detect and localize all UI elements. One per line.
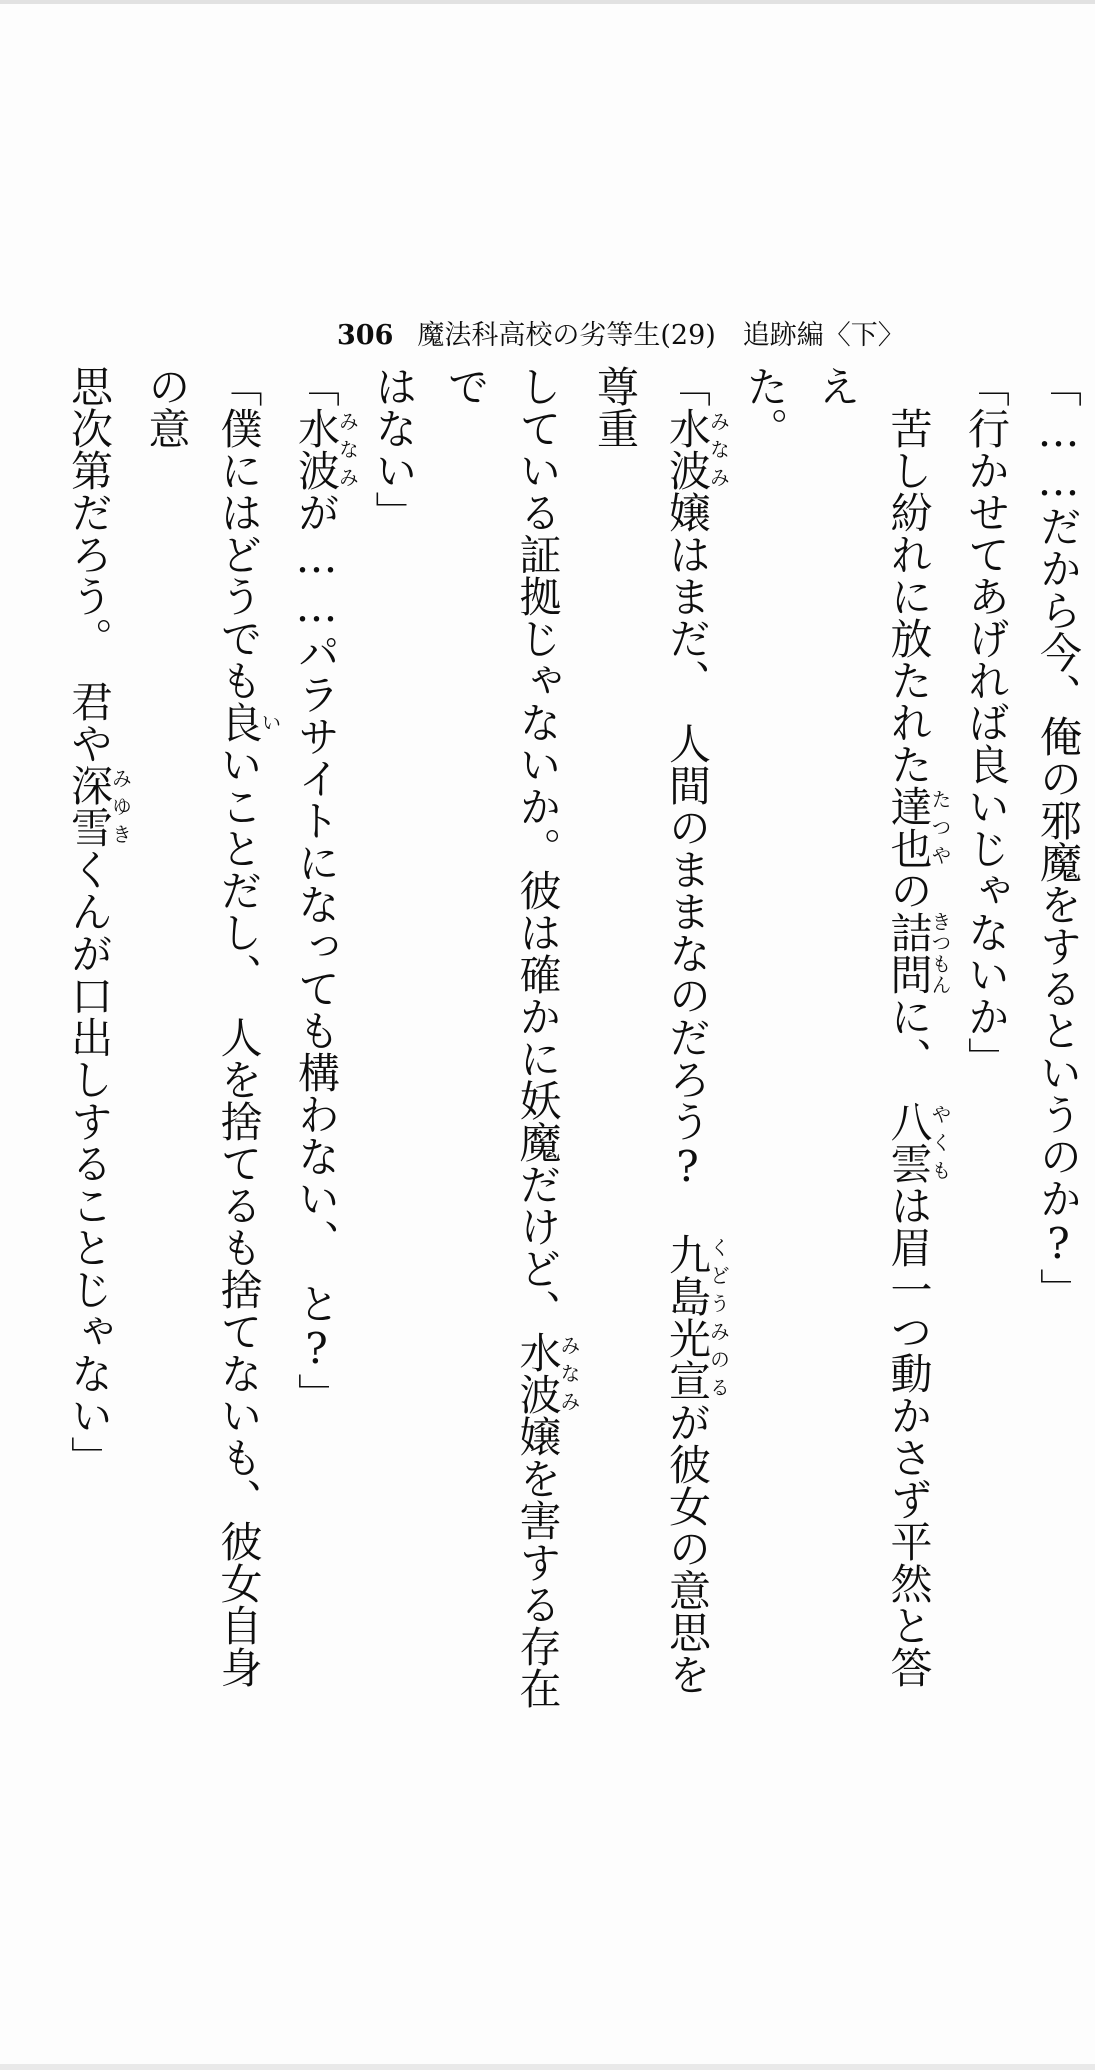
furigana: きつもん: [928, 911, 952, 995]
ruby-annotated-word: 達也たつや: [884, 785, 952, 869]
bottom-edge-bar: [0, 2064, 1095, 2070]
text-column: 「水波みなみが……パラサイトになっても構わない、 と?」: [292, 365, 360, 1415]
text-block: [0, 365, 1094, 1710]
furigana: みなみ: [557, 1331, 581, 1415]
ruby-annotated-word: 詰問きつもん: [884, 911, 952, 995]
furigana: みゆき: [108, 764, 133, 848]
blank-line: [0, 365, 53, 1710]
text-column: 苦し紛れに放たれた達也たつやの詰問きつもんに、 八雲やくもは眉一つ動かさず平然と答え: [812, 365, 952, 1688]
furigana: みなみ: [706, 407, 731, 491]
furigana: やくも: [928, 1100, 952, 1184]
text-column: 「行かせてあげれば良いじゃないか」: [962, 365, 1011, 1079]
ruby-annotated-word: 水波みなみ: [663, 407, 731, 491]
furigana: たつや: [928, 785, 952, 869]
text-column: している証拠じゃないか。彼は確かに妖魔だけど、水波みなみ嬢を害する存在で: [441, 365, 581, 1709]
top-edge-bar: [0, 0, 1095, 4]
text-column: 「……だから今、俺の邪魔をするというのか?」: [1034, 365, 1083, 1310]
ruby-annotated-word: 水波みなみ: [513, 1331, 581, 1415]
text-column: 「水波みなみ嬢はまだ、 人間のままなのだろう? 九島光宣くどうみのるが彼女の意思を尊重: [591, 365, 731, 1695]
text-column: た。: [740, 365, 790, 449]
text-column: 「僕にはどうでも良いいことだし、 人を捨てるも捨てないも、彼女自身の意: [142, 365, 282, 1688]
furigana: みなみ: [335, 407, 360, 491]
book-title: 魔法科高校の劣等生(29) 追跡編〈下〉: [417, 320, 905, 351]
ruby-annotated-word: 良い: [214, 701, 282, 743]
furigana: くどうみのる: [706, 1233, 731, 1401]
ruby-annotated-word: 深雪みゆき: [65, 764, 133, 848]
ruby-annotated-word: 水波みなみ: [292, 407, 360, 491]
text-column: はない」: [369, 365, 419, 533]
text-column: 思次第だろう。 君や深雪みゆきくんが口出しすることじゃない」: [65, 365, 133, 1478]
page-number: 306: [337, 320, 394, 351]
furigana: い: [258, 701, 282, 743]
ruby-annotated-word: 八雲やくも: [884, 1100, 952, 1184]
running-header: [337, 320, 905, 352]
ruby-annotated-word: 九島光宣くどうみのる: [663, 1233, 731, 1401]
